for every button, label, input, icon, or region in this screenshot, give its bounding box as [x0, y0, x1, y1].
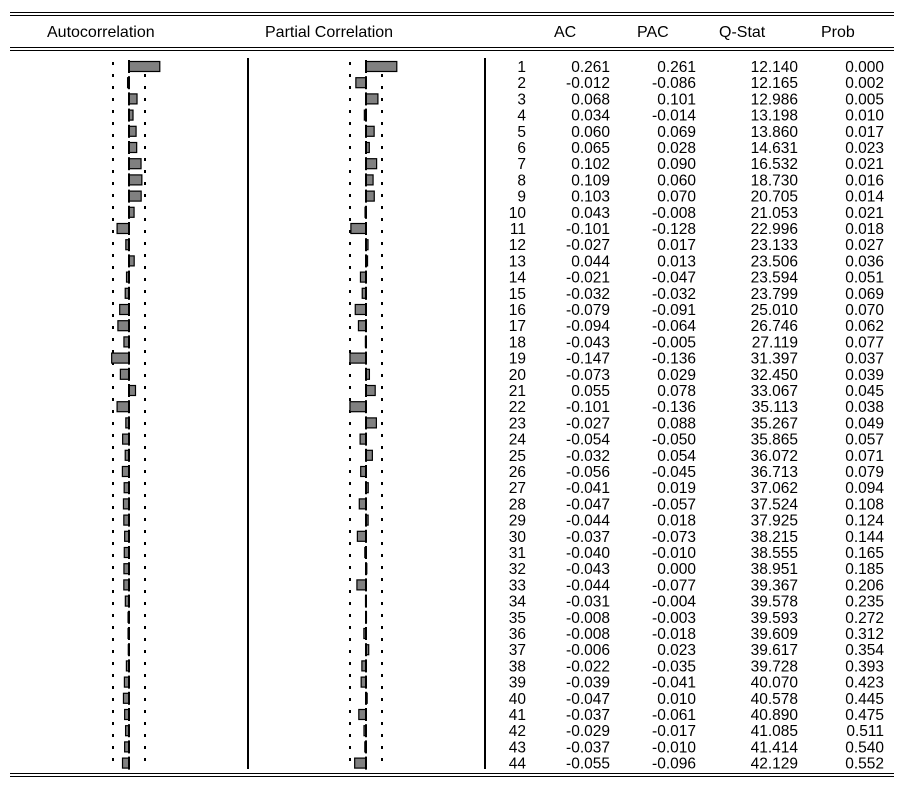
- lag-label: 4: [517, 107, 526, 125]
- ac-value: -0.037: [566, 528, 610, 546]
- ac-bar: [120, 369, 129, 379]
- pac-value: 0.090: [657, 156, 696, 174]
- prob-value: 0.540: [845, 739, 884, 757]
- pac-value: 0.013: [657, 253, 696, 271]
- qstat-value: 14.631: [750, 140, 798, 157]
- qstat-value: 38.555: [750, 545, 798, 562]
- lag-label: 31: [508, 545, 526, 562]
- ac-value: -0.021: [566, 269, 610, 287]
- prob-value: 0.037: [845, 350, 884, 368]
- ac-value: -0.031: [566, 593, 610, 611]
- prob-value: 0.393: [845, 658, 884, 676]
- ac-bar: [129, 94, 137, 104]
- lag-label: 43: [508, 739, 526, 757]
- lag-label: 33: [508, 577, 526, 595]
- pac-bar: [350, 353, 366, 363]
- qstat-value: 22.996: [750, 221, 798, 238]
- prob-value: 0.002: [845, 75, 884, 93]
- prob-value: 0.000: [845, 59, 884, 76]
- prob-value: 0.071: [845, 447, 884, 465]
- pac-bar: [355, 758, 366, 768]
- qstat-value: 26.746: [750, 318, 798, 336]
- prob-value: 0.079: [845, 464, 884, 481]
- lag-label: 17: [508, 318, 526, 336]
- pac-bar: [366, 418, 376, 428]
- pac-value: -0.008: [652, 204, 696, 222]
- prob-value: 0.057: [845, 431, 884, 449]
- pac-value: -0.014: [652, 107, 696, 125]
- pac-value: -0.057: [652, 496, 696, 514]
- ac-value: -0.029: [566, 723, 610, 741]
- qstat-value: 13.860: [750, 123, 798, 141]
- ac-value: 0.103: [571, 188, 610, 206]
- pac-bar: [355, 305, 366, 315]
- qstat-value: 23.133: [750, 237, 798, 255]
- pac-value: 0.069: [657, 123, 696, 141]
- prob-value: 0.051: [845, 269, 884, 287]
- ac-bar: [129, 175, 142, 185]
- header-partial-correlation: Partial Correlation: [265, 24, 394, 41]
- pac-value: 0.023: [657, 642, 696, 660]
- pac-value: -0.004: [652, 593, 696, 611]
- ac-bar: [129, 62, 160, 72]
- qstat-value: 31.397: [750, 350, 798, 368]
- prob-value: 0.069: [845, 285, 884, 303]
- pac-bar: [351, 224, 366, 234]
- qstat-value: 39.609: [750, 626, 798, 643]
- pac-bar: [357, 531, 366, 541]
- qstat-value: 13.198: [750, 107, 798, 125]
- ac-bar: [117, 402, 129, 412]
- qstat-value: 25.010: [750, 302, 798, 319]
- pac-value: -0.050: [652, 431, 696, 449]
- prob-value: 0.206: [845, 577, 884, 595]
- prob-value: 0.017: [845, 123, 884, 141]
- prob-value: 0.185: [845, 561, 884, 579]
- pac-bar: [366, 175, 373, 185]
- ac-value: 0.043: [571, 204, 610, 222]
- pac-value: 0.019: [657, 480, 696, 498]
- ac-value: -0.032: [566, 285, 610, 303]
- lag-label: 1: [517, 59, 526, 76]
- prob-value: 0.016: [845, 172, 884, 190]
- prob-value: 0.062: [845, 318, 884, 336]
- qstat-value: 33.067: [750, 383, 798, 400]
- prob-value: 0.165: [845, 545, 884, 562]
- ac-value: -0.044: [566, 577, 610, 595]
- lag-label: 34: [508, 593, 526, 611]
- lag-label: 27: [508, 480, 526, 498]
- ac-value: -0.101: [566, 221, 610, 238]
- ac-value: -0.073: [566, 366, 610, 384]
- lag-label: 40: [508, 690, 526, 708]
- ac-value: -0.027: [566, 415, 610, 433]
- ac-value: -0.043: [566, 334, 610, 352]
- prob-value: 0.027: [845, 237, 884, 255]
- prob-value: 0.423: [845, 674, 884, 692]
- pac-bar: [358, 321, 366, 331]
- pac-value: -0.017: [652, 723, 696, 741]
- lag-label: 10: [508, 204, 526, 222]
- lag-label: 41: [508, 707, 526, 724]
- header-autocorrelation: Autocorrelation: [47, 24, 155, 41]
- qstat-value: 35.113: [751, 399, 798, 417]
- ac-value: -0.037: [566, 707, 610, 724]
- lag-label: 13: [508, 253, 526, 271]
- qstat-value: 39.617: [750, 642, 798, 660]
- qstat-value: 37.524: [750, 496, 798, 514]
- qstat-value: 38.951: [750, 561, 798, 579]
- prob-value: 0.108: [845, 496, 884, 514]
- pac-bar: [366, 126, 374, 136]
- qstat-value: 23.506: [750, 253, 798, 271]
- ac-value: 0.102: [571, 156, 610, 174]
- ac-value: -0.101: [566, 399, 610, 417]
- ac-bar: [129, 126, 136, 136]
- lag-label: 19: [508, 350, 526, 368]
- prob-value: 0.354: [845, 642, 884, 660]
- qstat-value: 39.593: [750, 609, 798, 627]
- lag-label: 35: [508, 609, 526, 627]
- lag-label: 20: [508, 366, 526, 384]
- pac-value: 0.054: [657, 447, 696, 465]
- pac-value: 0.017: [657, 237, 696, 255]
- pac-bar: [359, 710, 366, 720]
- ac-value: -0.079: [566, 302, 610, 319]
- pac-value: 0.018: [657, 512, 696, 530]
- pac-value: 0.010: [657, 690, 696, 708]
- pac-value: -0.047: [652, 269, 696, 287]
- ac-value: -0.056: [566, 464, 610, 481]
- pac-bar: [356, 78, 366, 88]
- pac-bar: [366, 386, 375, 396]
- ac-value: -0.094: [566, 318, 610, 336]
- lag-label: 7: [517, 156, 526, 174]
- ac-value: -0.041: [566, 480, 610, 498]
- lag-label: 26: [508, 464, 526, 481]
- qstat-value: 39.728: [750, 658, 798, 676]
- qstat-value: 36.072: [750, 447, 798, 465]
- lag-label: 6: [517, 140, 526, 157]
- prob-value: 0.038: [845, 399, 884, 417]
- qstat-value: 37.062: [750, 480, 798, 498]
- ac-value: -0.043: [566, 561, 610, 579]
- pac-value: -0.035: [652, 658, 696, 676]
- pac-value: -0.136: [652, 350, 696, 368]
- ac-bar: [129, 159, 141, 169]
- ac-value: 0.034: [571, 107, 610, 125]
- pac-value: 0.078: [657, 383, 696, 400]
- pac-value: -0.045: [652, 464, 696, 481]
- ac-value: -0.008: [566, 626, 610, 643]
- ac-value: -0.039: [566, 674, 610, 692]
- lag-label: 22: [508, 399, 526, 417]
- ac-value: -0.027: [566, 237, 610, 255]
- ac-value: 0.065: [571, 140, 610, 157]
- lag-label: 42: [508, 723, 526, 741]
- bottom-rule-double: [10, 776, 894, 777]
- pac-value: -0.010: [652, 739, 696, 757]
- prob-value: 0.070: [845, 302, 884, 319]
- lag-label: 30: [508, 528, 526, 546]
- ac-value: -0.006: [566, 642, 610, 660]
- lag-label: 28: [508, 496, 526, 514]
- prob-value: 0.005: [845, 91, 884, 109]
- pac-value: -0.010: [652, 545, 696, 562]
- pac-value: 0.028: [657, 140, 696, 157]
- lag-label: 16: [508, 302, 526, 319]
- pac-value: -0.096: [652, 755, 696, 773]
- lag-label: 32: [508, 561, 526, 579]
- ac-value: 0.060: [571, 123, 610, 141]
- pac-bar: [366, 94, 378, 104]
- pac-value: -0.003: [652, 609, 696, 627]
- qstat-value: 21.053: [750, 204, 798, 222]
- prob-value: 0.272: [845, 609, 884, 627]
- qstat-value: 39.367: [750, 577, 798, 595]
- pac-value: -0.091: [652, 302, 696, 319]
- prob-value: 0.445: [845, 690, 884, 708]
- qstat-value: 40.890: [750, 707, 798, 724]
- prob-value: 0.045: [845, 383, 884, 400]
- prob-value: 0.475: [845, 707, 884, 724]
- pac-value: -0.136: [652, 399, 696, 417]
- ac-value: -0.022: [566, 658, 610, 676]
- ac-bar: [120, 305, 129, 315]
- lag-label: 11: [509, 221, 526, 238]
- pac-bar: [357, 580, 366, 590]
- qstat-value: 39.578: [750, 593, 798, 611]
- pac-bar: [366, 159, 377, 169]
- qstat-value: 12.165: [750, 75, 798, 93]
- ac-value: 0.055: [571, 383, 610, 400]
- prob-value: 0.511: [846, 723, 884, 741]
- lag-label: 2: [517, 75, 526, 93]
- pac-value: 0.070: [657, 188, 696, 206]
- ac-bar: [117, 224, 129, 234]
- lag-label: 24: [508, 431, 526, 449]
- prob-value: 0.049: [845, 415, 884, 433]
- prob-value: 0.124: [845, 512, 884, 530]
- ac-value: -0.032: [566, 447, 610, 465]
- qstat-value: 23.594: [750, 269, 798, 287]
- qstat-value: 32.450: [750, 366, 798, 384]
- ac-value: -0.055: [566, 755, 610, 773]
- header-qstat: Q-Stat: [719, 24, 766, 41]
- lag-label: 39: [508, 674, 526, 692]
- prob-value: 0.018: [845, 221, 884, 238]
- pac-value: 0.101: [657, 91, 696, 109]
- lag-label: 5: [517, 123, 526, 141]
- ac-value: 0.109: [571, 172, 610, 190]
- lag-label: 38: [508, 658, 526, 676]
- lag-label: 9: [517, 188, 526, 206]
- qstat-value: 40.578: [750, 690, 798, 708]
- prob-value: 0.039: [845, 366, 884, 384]
- ac-bar: [118, 321, 129, 331]
- lag-label: 8: [517, 172, 526, 190]
- ac-value: -0.008: [566, 609, 610, 627]
- prob-value: 0.021: [845, 156, 884, 174]
- qstat-value: 12.986: [750, 91, 798, 109]
- qstat-value: 38.215: [750, 528, 798, 546]
- pac-bar: [350, 402, 366, 412]
- pac-value: -0.077: [652, 577, 696, 595]
- qstat-value: 18.730: [750, 172, 798, 190]
- lag-label: 36: [508, 626, 526, 643]
- lag-label: 23: [508, 415, 526, 433]
- bottom-rule: [10, 773, 894, 774]
- pac-value: -0.086: [652, 75, 696, 93]
- lag-label: 15: [508, 285, 526, 303]
- lag-label: 21: [508, 383, 526, 400]
- prob-value: 0.312: [845, 626, 884, 643]
- prob-value: 0.552: [845, 755, 884, 773]
- pac-value: 0.261: [657, 59, 696, 76]
- qstat-value: 41.414: [750, 739, 798, 757]
- prob-value: 0.094: [845, 480, 884, 498]
- pac-value: -0.018: [652, 626, 696, 643]
- pac-value: -0.064: [652, 318, 696, 336]
- qstat-value: 35.267: [750, 415, 798, 433]
- lag-label: 14: [508, 269, 526, 287]
- ac-value: -0.044: [566, 512, 610, 530]
- lag-label: 3: [517, 91, 526, 109]
- qstat-value: 36.713: [750, 464, 798, 481]
- ac-bar: [112, 353, 129, 363]
- qstat-value: 42.129: [750, 755, 798, 773]
- header-pac: PAC: [637, 24, 669, 41]
- pac-value: -0.128: [652, 221, 696, 238]
- pac-value: -0.032: [652, 285, 696, 303]
- lag-label: 12: [508, 237, 526, 255]
- pac-value: 0.029: [657, 366, 696, 384]
- prob-value: 0.014: [845, 188, 884, 206]
- qstat-value: 35.865: [750, 431, 798, 449]
- ac-value: 0.261: [571, 59, 610, 76]
- prob-value: 0.021: [845, 204, 884, 222]
- qstat-value: 37.925: [750, 512, 798, 530]
- ac-bar: [129, 143, 137, 153]
- header-prob: Prob: [821, 24, 855, 41]
- pac-value: 0.000: [657, 561, 696, 579]
- prob-value: 0.144: [845, 528, 884, 546]
- lag-label: 29: [508, 512, 526, 530]
- pac-value: 0.088: [657, 415, 696, 433]
- qstat-value: 27.119: [751, 334, 798, 352]
- lag-label: 44: [508, 755, 526, 773]
- ac-value: -0.047: [566, 496, 610, 514]
- pac-value: -0.073: [652, 528, 696, 546]
- qstat-value: 41.085: [750, 723, 798, 741]
- ac-value: -0.012: [566, 75, 610, 93]
- prob-value: 0.235: [845, 593, 884, 611]
- pac-value: -0.005: [652, 334, 696, 352]
- lag-label: 18: [508, 334, 526, 352]
- ac-value: 0.044: [571, 253, 610, 271]
- prob-value: 0.010: [845, 107, 884, 125]
- ac-value: -0.040: [566, 545, 610, 562]
- qstat-value: 12.140: [750, 59, 798, 76]
- prob-value: 0.036: [845, 253, 884, 271]
- qstat-value: 40.070: [750, 674, 798, 692]
- pac-value: 0.060: [657, 172, 696, 190]
- ac-value: -0.047: [566, 690, 610, 708]
- lag-label: 37: [508, 642, 526, 660]
- ac-value: -0.037: [566, 739, 610, 757]
- pac-bar: [366, 191, 374, 201]
- ac-value: 0.068: [571, 91, 610, 109]
- pac-bar: [359, 499, 366, 509]
- header-ac: AC: [554, 24, 577, 41]
- lag-label: 25: [508, 447, 526, 465]
- qstat-value: 20.705: [750, 188, 798, 206]
- pac-value: -0.041: [652, 674, 696, 692]
- ac-bar: [129, 191, 141, 201]
- prob-value: 0.077: [845, 334, 884, 352]
- ac-value: -0.054: [566, 431, 610, 449]
- prob-value: 0.023: [845, 140, 884, 157]
- pac-value: -0.061: [652, 707, 696, 724]
- qstat-value: 16.532: [750, 156, 798, 174]
- qstat-value: 23.799: [750, 285, 798, 303]
- pac-bar: [366, 62, 397, 72]
- ac-value: -0.147: [566, 350, 610, 368]
